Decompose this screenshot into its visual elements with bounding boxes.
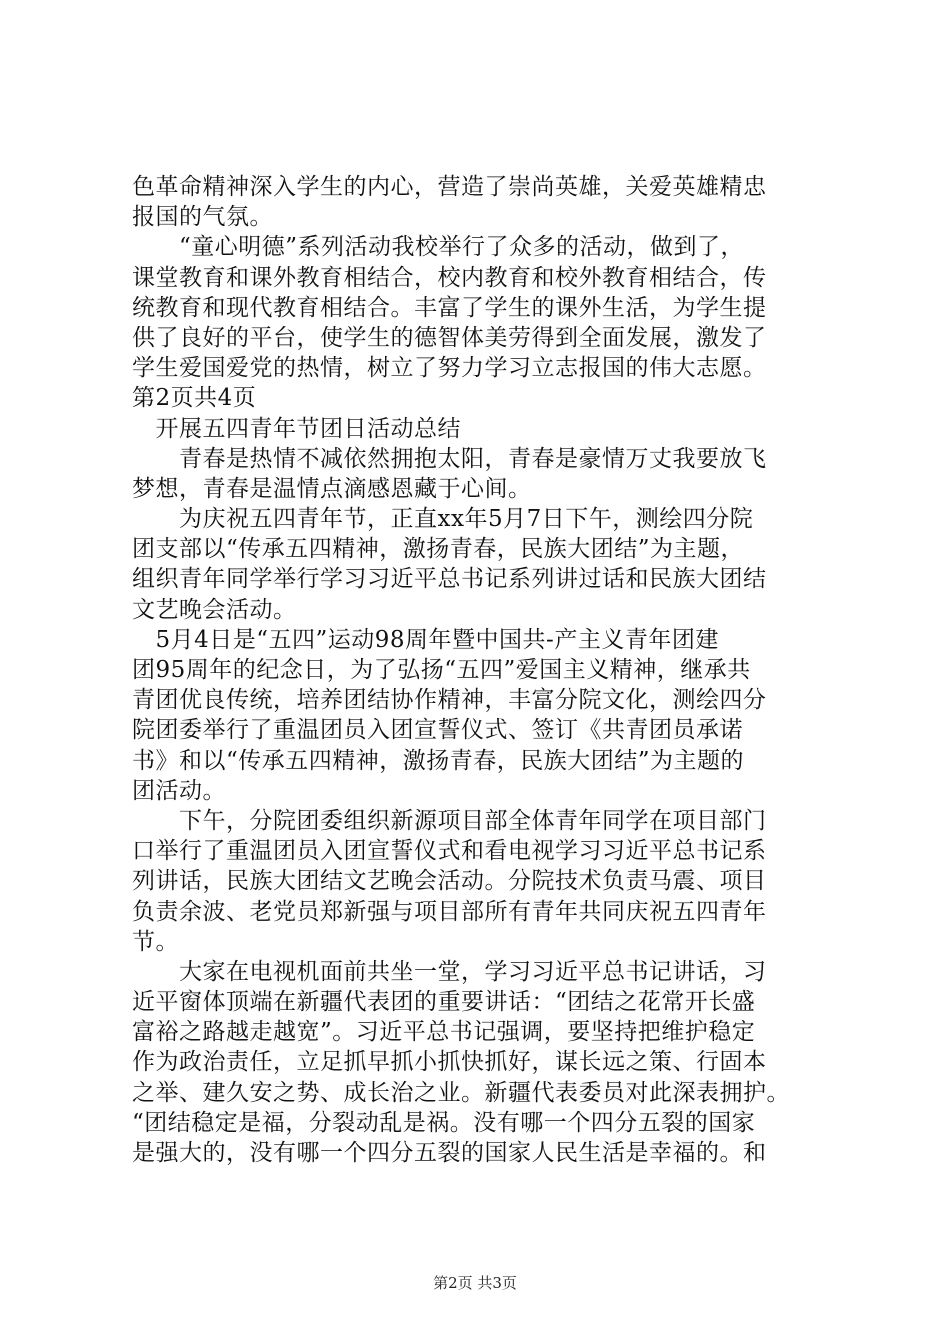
- section-title: 开展五四青年节团日活动总结: [132, 415, 461, 442]
- text-line: 为庆祝五四青年节，正直xx年5月7日下午，测绘四分院: [132, 506, 754, 533]
- text-line: “童心明德”系列活动我校举行了众多的活动，做到了，: [132, 234, 745, 261]
- text-line: 统教育和现代教育相结合。丰富了学生的课外生活，为学生提: [132, 294, 767, 321]
- page-footer: 第2页 共3页: [433, 1274, 517, 1292]
- text-line: 文艺晚会活动。: [132, 596, 297, 623]
- text-line: 青春是热情不减依然拥抱太阳，青春是豪情万丈我要放飞: [132, 445, 767, 472]
- text-line: “团结稳定是福，分裂动乱是祸。没有哪一个四分五裂的国家: [132, 1109, 756, 1136]
- text-line: 近平窗体顶端在新疆代表团的重要讲话：“团结之花常开长盛: [132, 989, 756, 1016]
- text-line: 书》和以“传承五四精神，激扬青春，民族大团结”为主题的: [132, 747, 745, 774]
- text-line: 列讲话，民族大团结文艺晚会活动。分院技术负责马震、项目: [132, 868, 767, 895]
- text-line: 色革命精神深入学生的内心，营造了崇尚英雄，关爱英雄精忠: [132, 174, 767, 200]
- text-line: 院团委举行了重温团员入团宣誓仪式、签订《共青团员承诺: [132, 717, 743, 744]
- text-line: 团95周年的纪念日，为了弘扬“五四”爱国主义精神，继承共: [132, 657, 751, 683]
- text-line: 组织青年同学举行学习习近平总书记系列讲过话和民族大团结: [132, 566, 767, 593]
- text-line: 供了良好的平台，使学生的德智体美劳得到全面发展，激发了: [132, 324, 767, 351]
- text-line: 大家在电视机面前共坐一堂，学习习近平总书记讲话，习: [132, 958, 767, 985]
- text-line: 口举行了重温团员入团宣誓仪式和看电视学习习近平总书记系: [132, 838, 767, 865]
- text-line: 团活动。: [132, 777, 226, 804]
- text-line: 节。: [132, 928, 179, 955]
- text-line: 报国的气氛。: [132, 204, 273, 231]
- text-line: 5月4日是“五四”运动98周年暨中国共-产主义青年团建: [132, 626, 719, 653]
- text-line: 课堂教育和课外教育相结合，校内教育和校外教育相结合，传: [132, 264, 767, 291]
- text-line: 学生爱国爱党的热情，树立了努力学习立志报国的伟大志愿。: [132, 355, 767, 382]
- text-line: 青团优良传统，培养团结协作精神，丰富分院文化，测绘四分: [132, 687, 767, 714]
- text-line: 富裕之路越走越宽”。习近平总书记强调，要坚持把维护稳定: [132, 1019, 756, 1046]
- document-body: [132, 172, 832, 1168]
- text-line: 团支部以“传承五四精神，激扬青春，民族大团结”为主题，: [132, 536, 745, 563]
- text-line: 之举、建久安之势、成长治之业。新疆代表委员对此深表拥护。: [132, 1079, 790, 1106]
- text-line: 梦想，青春是温情点滴感恩藏于心间。: [132, 475, 532, 502]
- text-line: 是强大的，没有哪一个四分五裂的国家人民生活是幸福的。和: [132, 1140, 767, 1166]
- text-line: 下午，分院团委组织新源项目部全体青年同学在项目部门: [132, 807, 767, 834]
- text-line: 负责余波、老党员郑新强与项目部所有青年共同庆祝五四青年: [132, 898, 767, 925]
- text-line: 作为政治责任，立足抓早抓小抓快抓好，谋长远之策、行固本: [132, 1049, 767, 1076]
- inline-page-marker: 第2页共4页: [132, 385, 257, 412]
